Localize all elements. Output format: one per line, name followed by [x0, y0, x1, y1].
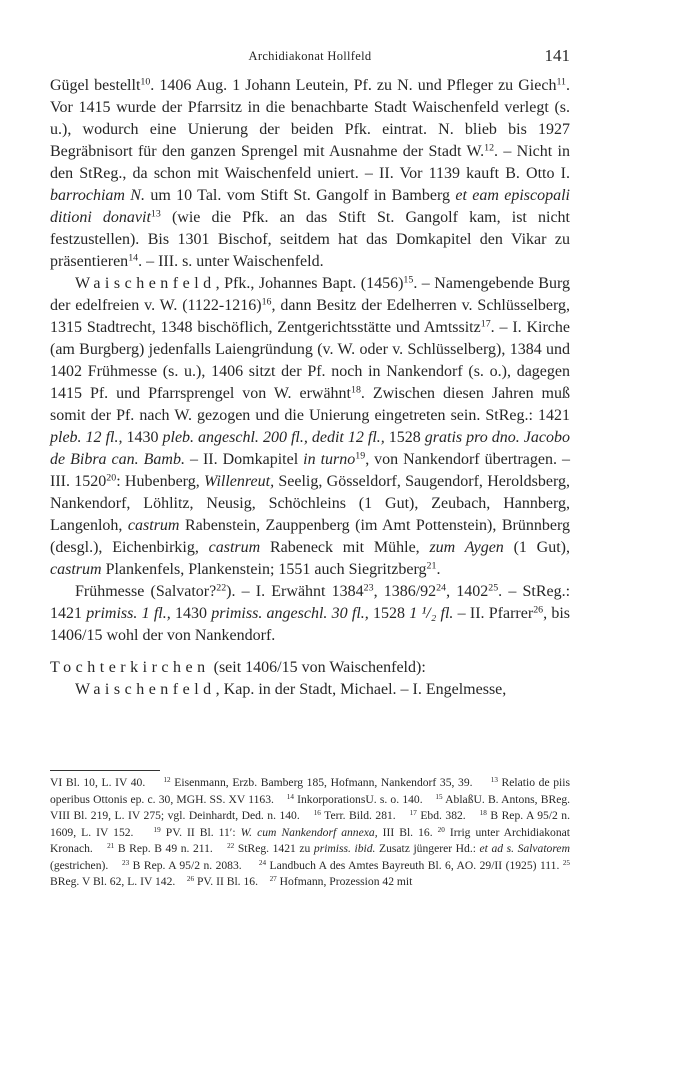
text-run: , dann Besitz der Edelherren v. Schlüsselberg, 1315 Stadtrecht, 1348 bischöflich, Zentgerichtsstätte und Amtssitz: [50, 297, 571, 336]
footnote-ref: 21: [426, 560, 437, 572]
text-run: um 10 Tal. vom Stift St. Gangolf in Bamberg: [144, 187, 456, 204]
text-run: , von Nankendorf übertragen. – III. 1520: [50, 451, 570, 490]
text-run: . – III. s. unter Waischenfeld.: [138, 253, 324, 270]
running-head: Archidiakonat Hollfeld: [248, 49, 372, 63]
italic-run: castrum: [127, 517, 180, 534]
footnote-ref: 23: [363, 582, 374, 594]
footnote-number: 20: [437, 825, 445, 834]
footnote-ref: 16: [261, 296, 272, 308]
italic-run: in turno: [303, 451, 356, 468]
paragraph-nankendorf-continued: [50, 75, 570, 273]
footnote-ref: 13: [150, 208, 161, 220]
footnote-number: 14: [286, 792, 294, 801]
text-run: (1 Gut),: [503, 539, 570, 556]
italic-run: zum Aygen: [429, 539, 504, 556]
italic-run: Willenreut,: [204, 473, 275, 490]
text-run: . – StReg.: 1421: [50, 583, 571, 622]
italic-run: et eam episcopali ditioni donavit: [50, 187, 570, 226]
footnote-number: 17: [409, 809, 417, 818]
text-run: , Pfk., Johannes Bapt. (1456): [215, 275, 404, 292]
footnote-text: InkorporationsU. s. o. 140.: [297, 792, 423, 806]
paragraph-tochterkirchen-heading: [50, 657, 570, 679]
footnote-text: (gestrichen).: [50, 858, 109, 872]
paragraph-waischenfeld-kap: [50, 679, 570, 701]
footnote-ref: 25: [488, 582, 499, 594]
text-run: .: [436, 561, 441, 578]
text-run: (wie die Pfk. an das Stift St. Gangolf kam, ist nicht festzustellen). Bis 1301 Bischof, seitdem hat das Domkapitel den Vikar zu präsentieren: [50, 209, 570, 270]
text-run: 1430: [170, 605, 212, 622]
text-run: Gügel bestellt: [50, 77, 141, 94]
footnote-number: 16: [313, 809, 321, 818]
footnote-text: PV. II Bl. 16.: [196, 875, 258, 888]
footnote-text: StReg. 1421 zu: [237, 842, 311, 855]
footnote-text: Ebd. 382.: [420, 809, 466, 822]
footnote-text: B Rep. B 49 n. 211.: [117, 842, 213, 855]
section-heading: Tochterkirchen: [50, 659, 210, 676]
paragraph-waischenfeld-pfk: [50, 273, 570, 581]
footnote-ref: 24: [436, 582, 447, 594]
text-run: Plankenfels, Plankenstein; 1551 auch Siegritzberg: [101, 561, 427, 578]
footnote-text: Irrig unter Archidiakonat Kronach.: [50, 825, 571, 855]
footnote-text: BReg. V Bl. 62, L. IV 142.: [50, 875, 176, 888]
footnote-ref: 12: [484, 142, 495, 154]
text-run: ). – I. Erwähnt 1384: [226, 583, 364, 600]
entry-heading: Waischenfeld: [75, 681, 216, 698]
footnote-text: III Bl. 16.: [382, 825, 433, 839]
footnote-ref: 11: [556, 76, 566, 88]
footnotes: [50, 775, 570, 891]
text-run: . – I. Kirche (am Burgberg) jedenfalls Laiengründung (v. W. oder v. Schlüsselberg), 1384 und 1402 Frühmesse (s. u.), 1406 sitzt der Pf. noch in Nankendorf (s. o.), dagegen 1415 Pf. und Pfarrsprengel von W. erwähnt: [50, 319, 571, 402]
text-run: (seit 1406/15 von Waischenfeld):: [209, 659, 426, 676]
footnote-text: Relatio de piis operibus Ottonis ep. c. 30, MGH. SS. XV 1163.: [50, 776, 570, 806]
text-run: – II. Domkapitel: [184, 451, 304, 468]
footnote-ref: 20: [106, 472, 117, 484]
footnote-number: 26: [186, 875, 195, 884]
text-run: , Kap. in der Stadt, Michael. – I. Engelmesse,: [215, 681, 507, 698]
text-run: 1528: [384, 429, 425, 446]
footnote-number: 15: [435, 792, 443, 801]
footnote-number: 19: [153, 825, 161, 834]
text-run: , 1402: [446, 583, 489, 600]
footnote-text: PV. II Bl. 11′:: [165, 825, 236, 839]
text-run: . 1406 Aug. 1 Johann Leutein, Pf. zu N. und Pfleger zu Giech: [150, 77, 557, 94]
footnote-number: 23: [122, 858, 130, 867]
footnote-text: Eisenmann, Erzb. Bamberg 185, Hofmann, Nankendorf 35, 39.: [174, 776, 473, 789]
text-run: : Hubenberg,: [116, 473, 205, 490]
footnote-text: B Rep. A 95/2 n. 2083.: [132, 858, 242, 872]
main-text: [50, 75, 570, 701]
paragraph-fruehmesse: [50, 581, 570, 647]
italic-run: primiss. 1 fl.,: [86, 605, 171, 622]
page-number: 141: [544, 46, 570, 65]
italic-run: 1 ¹/₂ fl.: [409, 605, 454, 622]
footnote-text: VI Bl. 10, L. IV 40.: [50, 776, 146, 789]
footnote-ref: 22: [216, 582, 227, 594]
page-header: [50, 46, 570, 68]
footnote-text: Landbuch A des Amtes Bayreuth Bl. 6, AO. 29/II (1925) 111.: [269, 858, 560, 872]
footnote-number: 18: [479, 809, 487, 818]
italic-run: barrochiam N.: [50, 187, 145, 204]
entry-heading: Waischenfeld: [75, 275, 216, 292]
italic-run: primiss. angeschl. 30 fl.,: [211, 605, 369, 622]
footnote-number: 25: [562, 858, 571, 867]
footnote-number: 22: [227, 842, 235, 851]
text-run: , 1386/92: [373, 583, 437, 600]
text-run: . Vor 1415 wurde der Pfarrsitz in die benachbarte Stadt Waischenfeld verlegt (s. u.), wodurch eine Unierung der beiden Pfk. eintrat. N. blieb bis 1927 Begräbnisort für den ganzen Sprengel mit Ausnahme der Stadt W.: [50, 77, 570, 160]
footnote-italic: W. cum Nankendorf annexa,: [240, 825, 378, 839]
italic-run: pleb. angeschl. 200 fl., dedit 12 fl.,: [162, 429, 385, 446]
text-run: , bis 1406/15 wohl der von Nankendorf.: [50, 605, 571, 644]
footnote-text: AblaßU. B. Antons, BReg. VIII Bl. 219, L. IV 275; vgl. Deinhardt, Ded. n. 140.: [50, 792, 571, 822]
footnote-number: 27: [269, 875, 277, 884]
text-run: 1528: [368, 605, 410, 622]
footnote-ref: 18: [351, 384, 361, 396]
footnote-number: 24: [258, 858, 267, 867]
footnote-ref: 26: [533, 604, 544, 616]
text-run: . – Namengebende Burg der edelfreien v. W. (1122-1216): [50, 275, 571, 314]
text-run: Seelig, Gösseldorf, Saugendorf, Heroldsberg, Nankendorf, Löhlitz, Neusig, Schöchleins (1 Gut), Zeubach, Hannberg, Langenloh,: [50, 473, 570, 534]
text-run: . Zwischen diesen Jahren muß somit der Pf. nach W. gezogen und die Unierung eingetreten sein. StReg.: 1421: [50, 385, 570, 424]
footnote-text: Hofmann, Prozession 42 mit: [279, 875, 413, 888]
footnote-number: 13: [490, 776, 498, 785]
text-run: Frühmesse (Salvator?: [75, 583, 217, 600]
text-run: Rabeneck mit Mühle,: [260, 539, 430, 556]
text-run: 1430: [122, 429, 163, 446]
footnote-italic: primiss. ibid.: [313, 842, 376, 855]
footnote-ref: 17: [480, 318, 491, 330]
footnote-number: 21: [107, 842, 115, 851]
footnote-block: [50, 775, 570, 891]
footnote-text: Zusatz jüngerer Hd.:: [379, 842, 476, 855]
footnote-number: 12: [163, 776, 171, 785]
footnote-text: Terr. Bild. 281.: [324, 809, 396, 822]
footnote-ref: 10: [140, 76, 151, 88]
footnote-text: B Rep. A 95/2 n. 1609, L. IV 152.: [50, 809, 570, 839]
footnote-ref: 19: [355, 450, 366, 462]
italic-run: pleb. 12 fl.,: [50, 429, 123, 446]
text-run: – II. Pfarrer: [453, 605, 534, 622]
footnote-divider: [50, 770, 160, 771]
footnote-ref: 15: [403, 274, 414, 286]
italic-run: castrum: [208, 539, 261, 556]
footnote-ref: 14: [128, 252, 139, 264]
footnote-italic: et ad s. Salvatorem: [479, 842, 570, 855]
italic-run: castrum: [50, 561, 102, 578]
text-run: Rabenstein, Zauppenberg (im Amt Pottenstein), Brünnberg (desgl.), Eichenbirkig,: [50, 517, 571, 556]
text-run: . – Nicht in den StReg., da schon mit Waischenfeld uniert. – II. Vor 1139 kauft B. Otto I.: [50, 143, 570, 182]
italic-run: gratis pro dno. Jacobo de Bibra can. Bamb.: [50, 429, 571, 468]
